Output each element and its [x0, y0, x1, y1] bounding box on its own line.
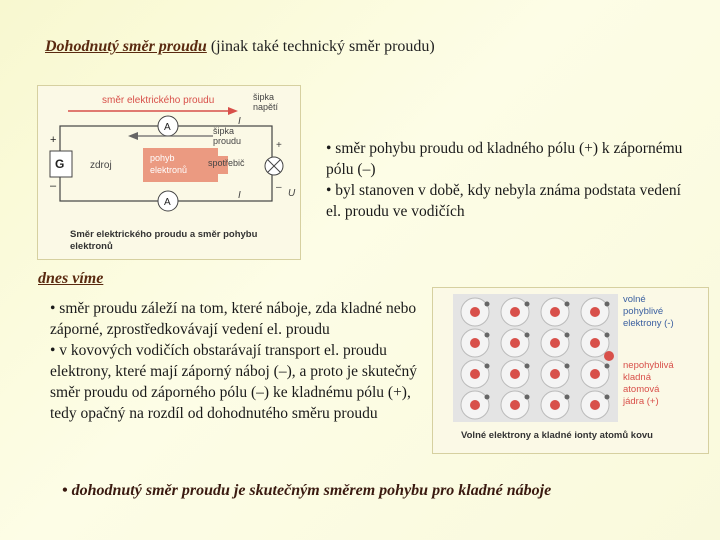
- electron: [485, 395, 490, 400]
- ion: [590, 307, 600, 317]
- label-current-arrow-2: proudu: [213, 136, 242, 146]
- label-free-electrons-1: volné: [623, 294, 646, 305]
- minus-sign-right: –: [276, 182, 282, 193]
- ion: [470, 307, 480, 317]
- caption-line-1: Směr elektrického proudu a směr pohybu: [70, 229, 258, 240]
- plus-sign-right: +: [276, 140, 282, 151]
- heading-today-we-know: dnes víme: [38, 270, 104, 287]
- circuit-diagram: [37, 85, 301, 260]
- ion: [590, 369, 600, 379]
- circuit-svg: [38, 86, 300, 259]
- electron: [605, 395, 610, 400]
- ion: [550, 338, 560, 348]
- bullets-conventional: [326, 138, 696, 222]
- ion: [510, 338, 520, 348]
- ion: [470, 400, 480, 410]
- electron: [485, 333, 490, 338]
- legend-ion-dot: [604, 351, 614, 361]
- bullet-depends-on-charges: • směr proudu záleží na tom, které náboje, zda kladné nebo záporné, zprostředkovávají vedení el. proudu: [50, 300, 417, 338]
- generator-label: G: [55, 157, 65, 171]
- electron: [605, 302, 610, 307]
- label-ions-3: atomová: [623, 384, 660, 395]
- electron: [605, 333, 610, 338]
- electron: [565, 364, 570, 369]
- ammeter-bottom-label: A: [164, 197, 171, 208]
- ion: [550, 369, 560, 379]
- label-source: zdroj: [90, 160, 112, 171]
- label-current-arrow-1: šipka: [213, 126, 235, 136]
- electron: [605, 364, 610, 369]
- symbol-I-top: I: [238, 116, 241, 127]
- caption-lattice: Volné elektrony a kladné ionty atomů kovu: [461, 430, 653, 441]
- electron: [565, 302, 570, 307]
- label-current-direction: směr elektrického proudu: [102, 95, 215, 106]
- ammeter-top-label: A: [164, 122, 171, 133]
- bullet-historical-note: • byl stanoven v době, kdy nebyla známa podstata vedení el. proudu ve vodičích: [326, 182, 681, 220]
- bullet-direction-plus-to-minus: • směr pohybu proudu od kladného pólu (+) k zápornému pólu (–): [326, 140, 683, 178]
- ion: [470, 369, 480, 379]
- electron: [565, 395, 570, 400]
- label-consumer: spotřebič: [208, 158, 245, 168]
- label-voltage-1: šipka: [253, 92, 275, 102]
- ion: [510, 307, 520, 317]
- ion: [590, 400, 600, 410]
- symbol-U: U: [288, 188, 296, 199]
- label-electrons-1: pohyb: [150, 153, 175, 163]
- plus-sign-left: +: [50, 134, 57, 146]
- label-ions-2: kladná: [623, 372, 651, 383]
- label-ions-4: jádra (+): [623, 396, 659, 407]
- heading-emphasis: Dohodnutý směr proudu: [45, 38, 207, 55]
- caption-line-2: elektronů: [70, 241, 113, 252]
- bullets-today: [50, 298, 425, 424]
- conclusion: • dohodnutý směr proudu je skutečným směrem pohybu pro kladné náboje: [62, 482, 552, 499]
- ion: [470, 338, 480, 348]
- electron: [525, 364, 530, 369]
- label-free-electrons-2: pohyblivé: [623, 306, 664, 317]
- electron: [525, 333, 530, 338]
- label-free-electrons-3: elektrony (-): [623, 318, 674, 329]
- minus-sign-left: –: [50, 180, 57, 192]
- heading-conventional-direction: [45, 38, 435, 56]
- ion: [510, 400, 520, 410]
- electron: [525, 302, 530, 307]
- electron: [565, 333, 570, 338]
- symbol-I-bottom: I: [238, 190, 241, 201]
- electron: [485, 364, 490, 369]
- label-voltage-2: napětí: [253, 102, 279, 112]
- lattice-svg: [433, 288, 708, 453]
- heading-rest: (jinak také technický směr proudu): [206, 38, 435, 55]
- ion: [550, 400, 560, 410]
- bullet-electrons-in-metals: • v kovových vodičích obstarávají transport el. proudu elektrony, které mají záporný náboj (–), a proto je skutečný směr proudu od záporného pólu (–) ke kladnému pólu (+), tedy opačný na rozdíl od dohodnutého směru proudu: [50, 342, 417, 422]
- electron: [525, 395, 530, 400]
- label-ions-1: nepohyblivá: [623, 360, 674, 371]
- label-electrons-2: elektronů: [150, 165, 188, 175]
- metal-lattice-figure: [432, 287, 709, 454]
- ion: [590, 338, 600, 348]
- electron: [485, 302, 490, 307]
- ion: [550, 307, 560, 317]
- ion: [510, 369, 520, 379]
